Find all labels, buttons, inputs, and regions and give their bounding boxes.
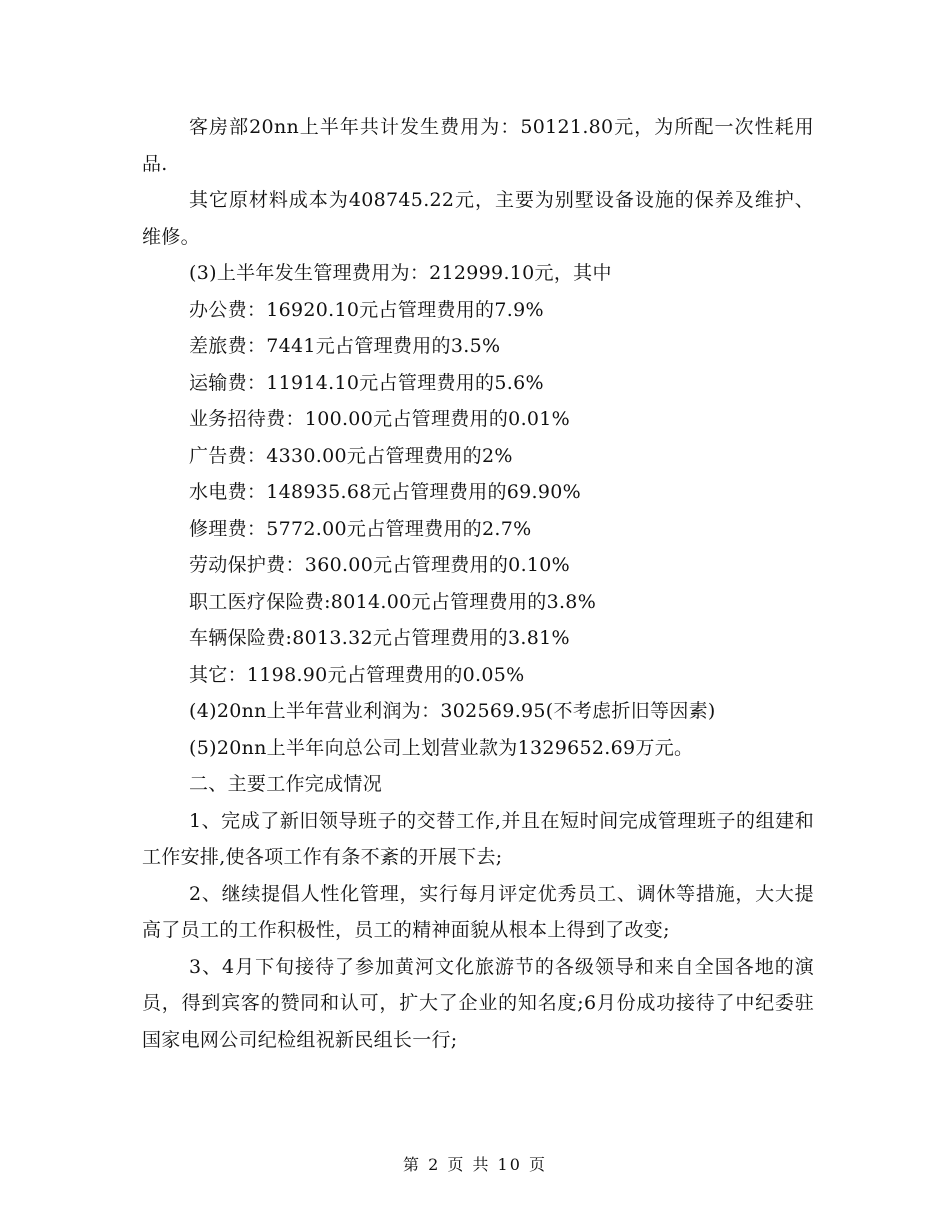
section-heading-main-work: 二、主要工作完成情况	[189, 773, 383, 795]
expense-item-utilities: 水电费：148935.68元占管理费用的69.90%	[189, 481, 581, 503]
page-number-footer: 第 2 页 共 10 页	[403, 1155, 547, 1174]
expense-item-labor-protection: 劳动保护费：360.00元占管理费用的0.10%	[189, 554, 571, 576]
expense-item-entertainment: 业务招待费：100.00元占管理费用的0.01%	[189, 408, 571, 430]
expense-item-office: 办公费：16920.10元占管理费用的7.9%	[189, 298, 544, 321]
work-item-2: 2、继续提倡人性化管理，实行每月评定优秀员工、调休等措施，大大提高了员工的工作积极性，员工的精神面貌从根本上得到了改变;	[142, 882, 814, 941]
paragraph-housekeeping-expense: 客房部20nn上半年共计发生费用为：50121.80元，为所配一次性耗用品.	[142, 116, 814, 175]
document-body	[142, 109, 814, 1058]
paragraph-management-expense: (3)上半年发生管理费用为：212999.10元，其中	[189, 262, 612, 284]
expense-item-other: 其它：1198.90元占管理费用的0.05%	[189, 663, 525, 686]
paragraph-operating-profit: (4)20nn上半年营业利润为：302569.95(不考虑折旧等因素)	[189, 700, 716, 722]
expense-item-vehicle-insurance: 车辆保险费:8013.32元占管理费用的3.81%	[189, 627, 570, 649]
work-item-1: 1、完成了新旧领导班子的交替工作,并且在短时间完成管理班子的组建和工作安排,使各项工作有条不紊的开展下去;	[142, 809, 814, 868]
expense-item-repair: 修理费：5772.00元占管理费用的2.7%	[189, 517, 532, 540]
paragraph-remittance: (5)20nn上半年向总公司上划营业款为1329652.69万元。	[189, 736, 694, 759]
expense-item-travel: 差旅费：7441元占管理费用的3.5%	[189, 335, 501, 357]
paragraph-material-cost: 其它原材料成本为408745.22元，主要为别墅设备设施的保养及维护、维修。	[142, 189, 814, 248]
expense-item-transport: 运输费：11914.10元占管理费用的5.6%	[189, 371, 544, 394]
expense-item-medical-insurance: 职工医疗保险费:8014.00元占管理费用的3.8%	[189, 590, 597, 613]
expense-item-advertising: 广告费：4330.00元占管理费用的2%	[189, 444, 513, 467]
work-item-3: 3、4月下旬接待了参加黄河文化旅游节的各级领导和来自全国各地的演员，得到宾客的赞同和认可，扩大了企业的知名度;6月份成功接待了中纪委驻国家电网公司纪检组祝新民组长一行;	[142, 955, 814, 1051]
